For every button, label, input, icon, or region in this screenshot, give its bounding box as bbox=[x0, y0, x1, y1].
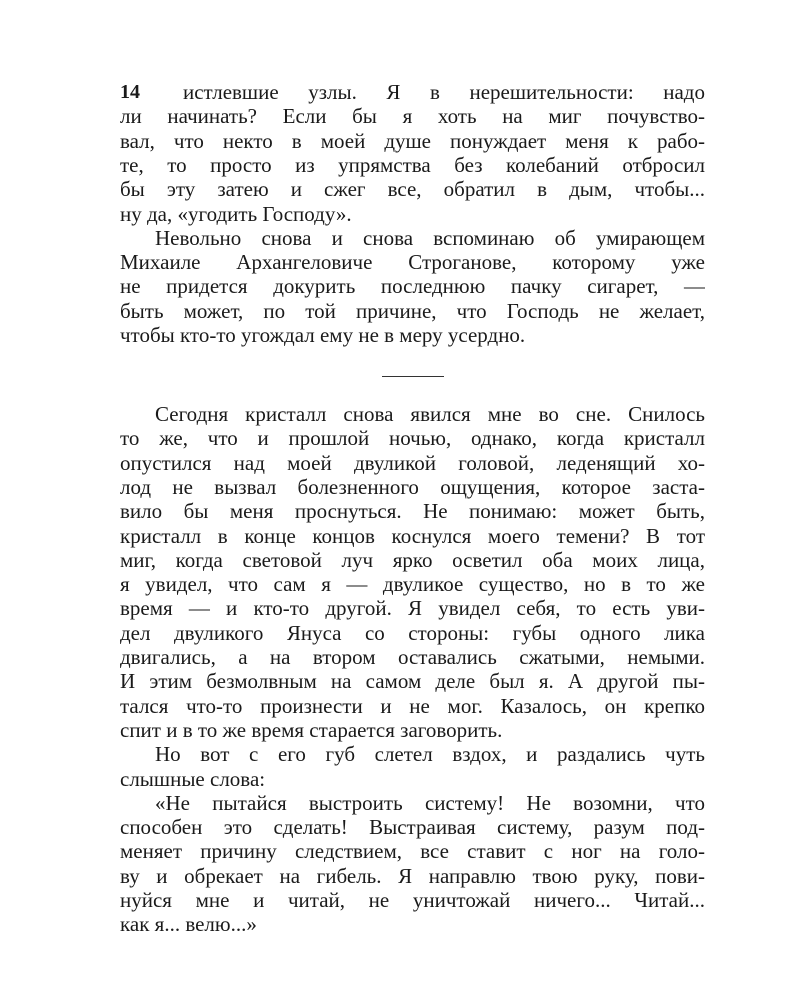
text-line: ву и обрекает на гибель. Я направлю твою руку, пови- bbox=[120, 863, 705, 888]
text-line: истлевшие узлы. Я в нерешительности: надо bbox=[183, 80, 705, 104]
text-line: И этим безмолвным на самом деле был я. А другой пы- bbox=[120, 669, 705, 694]
text-line: опустился над моей двуликой головой, леденящий хо- bbox=[120, 450, 705, 475]
text-line: Михаиле Архангеловиче Строганове, которому уже bbox=[120, 250, 705, 275]
text-line: вал, что некто в моей душе понуждает меня к рабо- bbox=[120, 128, 705, 153]
text-line: дел двуликого Януса со стороны: губы одного лика bbox=[120, 620, 705, 645]
text-line: спит и в то же время старается заговорить. bbox=[120, 717, 503, 742]
text-line: я увидел, что сам я — двуликое существо, но в то же bbox=[120, 572, 705, 597]
text-line: «Не пытайся выстроить систему! Не возомни, что bbox=[155, 790, 705, 815]
text-line: миг, когда световой луч ярко осветил оба моих лица, bbox=[120, 547, 705, 572]
text-line: то же, что и прошлой ночью, однако, когда кристалл bbox=[120, 426, 705, 451]
text-line: нуйся мне и читай, не уничтожай ничего... Читай... bbox=[120, 888, 705, 912]
text-line: не придется докурить последнюю пачку сигарет, — bbox=[120, 274, 705, 299]
section-divider bbox=[382, 376, 444, 377]
text-line: двигались, а на втором оставались сжатыми, немыми. bbox=[120, 645, 705, 669]
page-number: 14 bbox=[120, 81, 140, 103]
text-line: меняет причину следствием, все ставит с ног на голо- bbox=[120, 839, 705, 864]
text-line: как я... велю...» bbox=[120, 912, 257, 937]
text-line: Но вот с его губ слетел вздох, и раздались чуть bbox=[155, 742, 705, 767]
text-line: чтобы кто-то угождал ему не в меру усердно. bbox=[120, 323, 526, 347]
text-line: быть может, по той причине, что Господь не желает, bbox=[120, 298, 705, 323]
text-line: ну да, «угодить Господу». bbox=[120, 201, 352, 226]
text-line: те, то просто из упрямства без колебаний отбросил bbox=[120, 152, 705, 177]
text-line: способен это сделать! Выстраивая систему, разум под- bbox=[120, 815, 705, 840]
text-line: Невольно снова и снова вспоминаю об умирающем bbox=[155, 225, 705, 250]
text-line: ли начинать? Если бы я хоть на миг почувство- bbox=[120, 104, 705, 129]
text-line: лод не вызвал болезненного ощущения, которое заста- bbox=[120, 474, 705, 499]
text-line: время — и кто-то другой. Я увидел себя, то есть уви- bbox=[120, 596, 705, 621]
text-line: тался что-то произнести и не мог. Казалось, он крепко bbox=[120, 693, 705, 718]
text-line: слышные слова: bbox=[120, 766, 266, 791]
text-line: Сегодня кристалл снова явился мне во сне. Снилось bbox=[155, 402, 705, 426]
text-line: вило бы меня проснуться. Не понимаю: может быть, bbox=[120, 499, 705, 524]
text-line: кристалл в конце концов коснулся моего темени? В тот bbox=[120, 523, 705, 548]
text-line: бы эту затею и сжег все, обратил в дым, чтобы... bbox=[120, 177, 705, 202]
